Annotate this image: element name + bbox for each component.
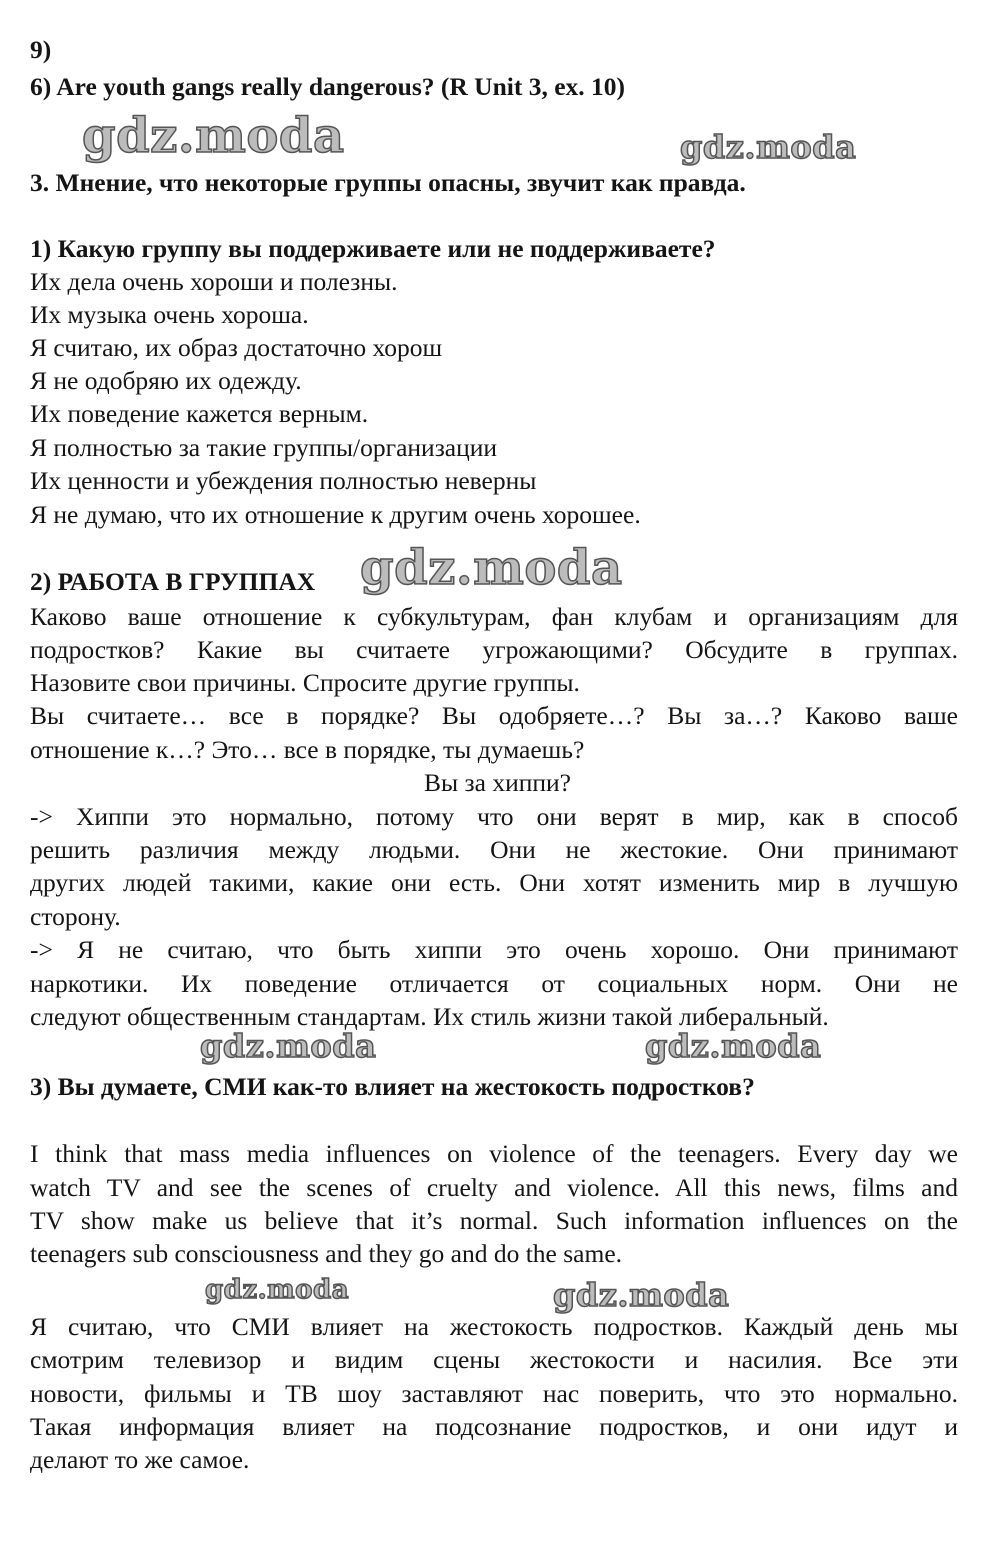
watermark: gdz.moda — [200, 1027, 377, 1065]
paragraph-line: подростков? Какие вы считаете угрожающими? Обсудите в группах. — [30, 635, 958, 664]
list-item: Я считаю, их образ достаточно хорош — [30, 333, 443, 362]
russian-line: делают то же самое. — [30, 1445, 250, 1474]
paragraph-line: Назовите свои причины. Спросите другие группы. — [30, 668, 580, 697]
paragraph-line: сторону. — [30, 902, 121, 931]
watermark: gdz.moda — [680, 128, 857, 166]
russian-line: Я считаю, что СМИ влияет на жестокость подростков. Каждый день мы — [30, 1312, 958, 1341]
watermark: gdz.moda — [645, 1027, 822, 1065]
watermark: gdz.moda — [82, 108, 345, 164]
paragraph-line: решить различия между людьми. Они не жестокие. Они принимают — [30, 835, 958, 864]
watermark: gdz.moda — [360, 540, 623, 596]
list-item: Я полностью за такие группы/организации — [30, 433, 498, 462]
part2-heading: 2) РАБОТА В ГРУППАХ — [30, 567, 316, 596]
part1-heading: 1) Какую группу вы поддерживаете или не поддерживаете? — [30, 234, 716, 263]
list-item: Их музыка очень хороша. — [30, 300, 309, 329]
paragraph-line: -> Я не считаю, что быть хиппи это очень хорошо. Они принимают — [30, 935, 958, 964]
watermark: gdz.moda — [205, 1275, 350, 1305]
english-line: teenagers sub consciousness and they go and do the same. — [30, 1239, 623, 1268]
english-line: I think that mass media influences on violence of the teenagers. Every day we — [30, 1139, 958, 1168]
russian-line: смотрим телевизор и видим сцены жестокости и насилия. Все эти — [30, 1345, 958, 1374]
list-item: Я не думаю, что их отношение к другим очень хорошее. — [30, 500, 641, 529]
list-item: Их дела очень хороши и полезны. — [30, 267, 398, 296]
russian-line: новости, фильмы и ТВ шоу заставляют нас поверить, что это нормально. — [30, 1379, 958, 1408]
exercise-number: 9) — [30, 35, 52, 64]
list-item: Их ценности и убеждения полностью неверны — [30, 466, 537, 495]
page-title: 6) Are youth gangs really dangerous? (R Unit 3, ex. 10) — [30, 72, 626, 101]
question-line: Вы за хиппи? — [424, 768, 571, 797]
english-line: watch TV and see the scenes of cruelty and violence. All this news, films and — [30, 1173, 958, 1202]
paragraph-line: следуют общественным стандартам. Их стиль жизни такой либеральный. — [30, 1002, 829, 1031]
list-item: Их поведение кажется верным. — [30, 399, 369, 428]
paragraph-line: наркотики. Их поведение отличается от социальных норм. Они не — [30, 969, 958, 998]
list-item: Я не одобряю их одежду. — [30, 366, 302, 395]
english-line: TV show make us believe that it’s normal. Such information influences on the — [30, 1206, 958, 1235]
paragraph-line: отношение к…? Это… все в порядке, ты думаешь? — [30, 735, 585, 764]
paragraph-line: -> Хиппи это нормально, потому что они верят в мир, как в способ — [30, 802, 958, 831]
russian-line: Такая информация влияет на подсознание подростков, и они идут и — [30, 1412, 958, 1441]
section-heading: 3. Мнение, что некоторые группы опасны, звучит как правда. — [30, 168, 746, 197]
part3-heading: 3) Вы думаете, СМИ как-то влияет на жестокость подростков? — [30, 1072, 755, 1101]
paragraph-line: Каково ваше отношение к субкультурам, фан клубам и организациям для — [30, 602, 958, 631]
watermark: gdz.moda — [553, 1276, 730, 1314]
paragraph-line: Вы считаете… все в порядке? Вы одобряете…? Вы за…? Каково ваше — [30, 701, 958, 730]
paragraph-line: других людей такими, какие они есть. Они хотят изменить мир в лучшую — [30, 868, 958, 897]
